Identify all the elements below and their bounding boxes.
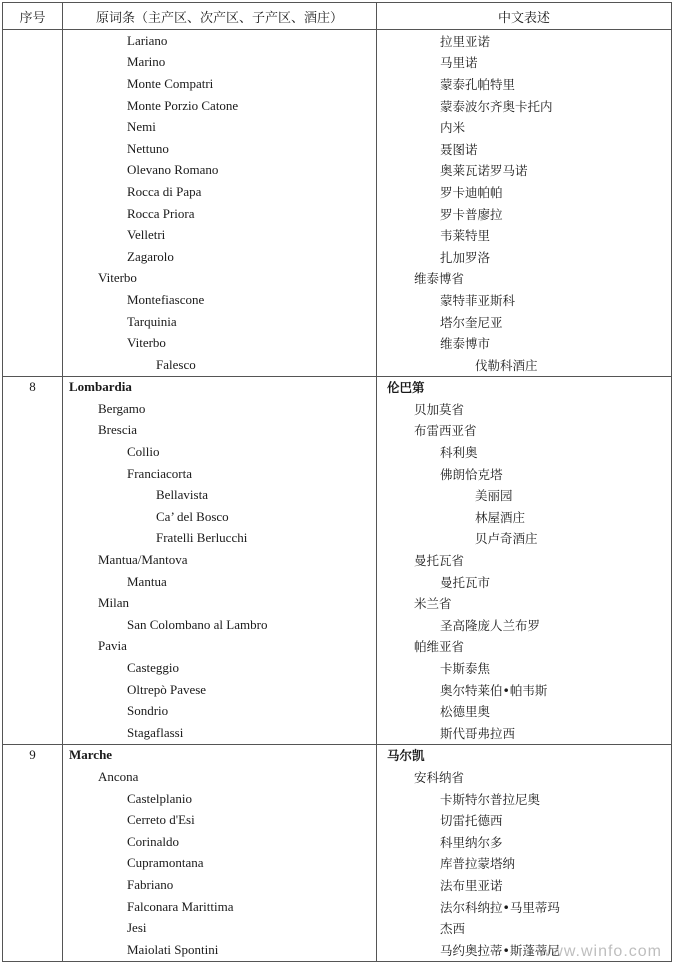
chinese-term: 圣高隆庞人兰布罗 bbox=[377, 614, 672, 636]
table-row bbox=[3, 73, 672, 95]
chinese-term: 马里诺 bbox=[377, 52, 672, 74]
table-row bbox=[3, 679, 672, 701]
chinese-term: 法尔科纳拉•马里蒂玛 bbox=[377, 896, 672, 918]
row-number bbox=[3, 722, 63, 744]
chinese-term: 斯代哥弗拉西 bbox=[377, 722, 672, 744]
table-row bbox=[3, 463, 672, 485]
chinese-term: 罗卡迪帕帕 bbox=[377, 181, 672, 203]
row-number bbox=[3, 30, 63, 52]
table-row bbox=[3, 528, 672, 550]
chinese-term: 帕维亚省 bbox=[377, 636, 672, 658]
row-number bbox=[3, 268, 63, 290]
original-term: Monte Porzio Catone bbox=[63, 95, 377, 117]
original-term: Oltrepò Pavese bbox=[63, 679, 377, 701]
chinese-term: 奥尔特莱伯•帕韦斯 bbox=[377, 679, 672, 701]
original-term: Lariano bbox=[63, 30, 377, 52]
original-term: Ancona bbox=[63, 766, 377, 788]
original-term: Marino bbox=[63, 52, 377, 74]
chinese-term: 维泰博市 bbox=[377, 332, 672, 354]
row-number bbox=[3, 463, 63, 485]
original-term: Tarquinia bbox=[63, 311, 377, 333]
chinese-term: 韦莱特里 bbox=[377, 224, 672, 246]
table-row bbox=[3, 160, 672, 182]
row-number bbox=[3, 398, 63, 420]
chinese-term: 拉里亚诺 bbox=[377, 30, 672, 52]
table-row bbox=[3, 52, 672, 74]
table-row bbox=[3, 722, 672, 744]
table-row bbox=[3, 398, 672, 420]
row-number bbox=[3, 657, 63, 679]
original-term: Sondrio bbox=[63, 700, 377, 722]
row-number: 8 bbox=[3, 376, 63, 398]
table-row bbox=[3, 420, 672, 442]
table-row bbox=[3, 181, 672, 203]
row-number bbox=[3, 700, 63, 722]
chinese-term: 林屋酒庄 bbox=[377, 506, 672, 528]
table-row bbox=[3, 549, 672, 571]
row-number bbox=[3, 52, 63, 74]
chinese-term: 库普拉蒙塔纳 bbox=[377, 853, 672, 875]
table-row bbox=[3, 332, 672, 354]
original-term: Falconara Marittima bbox=[63, 896, 377, 918]
original-term: Jesi bbox=[63, 917, 377, 939]
chinese-term: 科里纳尔多 bbox=[377, 831, 672, 853]
table-row bbox=[3, 874, 672, 896]
chinese-term: 马约奥拉蒂•斯蓬蒂尼 bbox=[377, 939, 672, 961]
original-term: Stagaflassi bbox=[63, 722, 377, 744]
row-number bbox=[3, 289, 63, 311]
table-row bbox=[3, 138, 672, 160]
chinese-term: 曼托瓦市 bbox=[377, 571, 672, 593]
table-row bbox=[3, 441, 672, 463]
original-term: Maiolati Spontini bbox=[63, 939, 377, 961]
original-term: Franciacorta bbox=[63, 463, 377, 485]
chinese-term: 佛朗恰克塔 bbox=[377, 463, 672, 485]
chinese-term: 法布里亚诺 bbox=[377, 874, 672, 896]
chinese-term: 卡斯特尔普拉尼奥 bbox=[377, 788, 672, 810]
header-chinese-term: 中文表述 bbox=[377, 3, 672, 30]
table-row bbox=[3, 592, 672, 614]
row-number bbox=[3, 181, 63, 203]
original-term: Rocca Priora bbox=[63, 203, 377, 225]
row-number bbox=[3, 636, 63, 658]
table-row bbox=[3, 636, 672, 658]
original-term: Castelplanio bbox=[63, 788, 377, 810]
original-term: Falesco bbox=[63, 354, 377, 376]
original-term: Milan bbox=[63, 592, 377, 614]
row-number bbox=[3, 332, 63, 354]
original-term: Viterbo bbox=[63, 268, 377, 290]
chinese-term: 米兰省 bbox=[377, 592, 672, 614]
original-term: Mantua bbox=[63, 571, 377, 593]
row-number bbox=[3, 917, 63, 939]
chinese-term: 曼托瓦省 bbox=[377, 549, 672, 571]
original-term: Fabriano bbox=[63, 874, 377, 896]
chinese-term: 杰西 bbox=[377, 917, 672, 939]
row-number bbox=[3, 809, 63, 831]
table-body bbox=[3, 30, 672, 962]
table-row bbox=[3, 614, 672, 636]
row-number bbox=[3, 853, 63, 875]
row-number bbox=[3, 138, 63, 160]
header-original-term: 原词条（主产区、次产区、子产区、酒庄） bbox=[63, 3, 377, 30]
table-row bbox=[3, 571, 672, 593]
table-row bbox=[3, 809, 672, 831]
row-number bbox=[3, 224, 63, 246]
row-number bbox=[3, 160, 63, 182]
table-row bbox=[3, 506, 672, 528]
original-term: Rocca di Papa bbox=[63, 181, 377, 203]
original-term: Casteggio bbox=[63, 657, 377, 679]
table-row bbox=[3, 246, 672, 268]
row-number bbox=[3, 896, 63, 918]
table-header-row bbox=[3, 3, 672, 30]
table-row bbox=[3, 484, 672, 506]
table-row bbox=[3, 224, 672, 246]
original-term: Monte Compatri bbox=[63, 73, 377, 95]
row-number bbox=[3, 592, 63, 614]
row-number bbox=[3, 116, 63, 138]
chinese-term: 罗卡普廖拉 bbox=[377, 203, 672, 225]
original-term: Lombardia bbox=[63, 376, 377, 398]
chinese-term: 美丽园 bbox=[377, 484, 672, 506]
row-number bbox=[3, 831, 63, 853]
row-number bbox=[3, 506, 63, 528]
original-term: Bergamo bbox=[63, 398, 377, 420]
row-number bbox=[3, 484, 63, 506]
table-row bbox=[3, 376, 672, 398]
row-number bbox=[3, 311, 63, 333]
chinese-term: 切雷托德西 bbox=[377, 809, 672, 831]
original-term: Cupramontana bbox=[63, 853, 377, 875]
table-row bbox=[3, 700, 672, 722]
row-number bbox=[3, 441, 63, 463]
original-term: Brescia bbox=[63, 420, 377, 442]
original-term: Cerreto d'Esi bbox=[63, 809, 377, 831]
table-row bbox=[3, 30, 672, 52]
row-number bbox=[3, 939, 63, 961]
row-number bbox=[3, 420, 63, 442]
chinese-term: 贝加莫省 bbox=[377, 398, 672, 420]
chinese-term: 马尔凯 bbox=[377, 744, 672, 766]
original-term: Nettuno bbox=[63, 138, 377, 160]
chinese-term: 扎加罗洛 bbox=[377, 246, 672, 268]
original-term: Ca’ del Bosco bbox=[63, 506, 377, 528]
row-number bbox=[3, 766, 63, 788]
row-number bbox=[3, 354, 63, 376]
original-term: Nemi bbox=[63, 116, 377, 138]
original-term: Mantua/Mantova bbox=[63, 549, 377, 571]
table-row bbox=[3, 831, 672, 853]
table-row bbox=[3, 766, 672, 788]
chinese-term: 科利奥 bbox=[377, 441, 672, 463]
chinese-term: 布雷西亚省 bbox=[377, 420, 672, 442]
row-number: 9 bbox=[3, 744, 63, 766]
original-term: Zagarolo bbox=[63, 246, 377, 268]
table-row bbox=[3, 744, 672, 766]
original-term: Corinaldo bbox=[63, 831, 377, 853]
original-term: Viterbo bbox=[63, 332, 377, 354]
original-term: Velletri bbox=[63, 224, 377, 246]
row-number bbox=[3, 73, 63, 95]
table-row bbox=[3, 354, 672, 376]
chinese-term: 伐勒科酒庄 bbox=[377, 354, 672, 376]
original-term: Pavia bbox=[63, 636, 377, 658]
original-term: Olevano Romano bbox=[63, 160, 377, 182]
wine-region-table bbox=[2, 2, 672, 962]
table-row bbox=[3, 289, 672, 311]
chinese-term: 维泰博省 bbox=[377, 268, 672, 290]
row-number bbox=[3, 788, 63, 810]
chinese-term: 伦巴第 bbox=[377, 376, 672, 398]
original-term: Collio bbox=[63, 441, 377, 463]
chinese-term: 安科纳省 bbox=[377, 766, 672, 788]
watermark-text: www.winfo.com bbox=[538, 943, 662, 960]
table-row bbox=[3, 116, 672, 138]
chinese-term: 蒙泰波尔齐奥卡托内 bbox=[377, 95, 672, 117]
row-number bbox=[3, 246, 63, 268]
chinese-term: 奥莱瓦诺罗马诺 bbox=[377, 160, 672, 182]
chinese-term: 松德里奥 bbox=[377, 700, 672, 722]
table-row bbox=[3, 657, 672, 679]
header-number: 序号 bbox=[3, 3, 63, 30]
chinese-term: 蒙特菲亚斯科 bbox=[377, 289, 672, 311]
original-term: Bellavista bbox=[63, 484, 377, 506]
table-row bbox=[3, 788, 672, 810]
chinese-term: 聂图诺 bbox=[377, 138, 672, 160]
table-row bbox=[3, 853, 672, 875]
table-row bbox=[3, 95, 672, 117]
row-number bbox=[3, 95, 63, 117]
original-term: Montefiascone bbox=[63, 289, 377, 311]
row-number bbox=[3, 571, 63, 593]
chinese-term: 塔尔奎尼亚 bbox=[377, 311, 672, 333]
table-row bbox=[3, 268, 672, 290]
chinese-term: 卡斯泰焦 bbox=[377, 657, 672, 679]
row-number bbox=[3, 874, 63, 896]
original-term: San Colombano al Lambro bbox=[63, 614, 377, 636]
row-number bbox=[3, 614, 63, 636]
watermark-logo bbox=[512, 901, 662, 961]
row-number bbox=[3, 679, 63, 701]
original-term: Marche bbox=[63, 744, 377, 766]
original-term: Fratelli Berlucchi bbox=[63, 528, 377, 550]
table-row bbox=[3, 203, 672, 225]
row-number bbox=[3, 549, 63, 571]
row-number bbox=[3, 203, 63, 225]
chinese-term: 贝卢奇酒庄 bbox=[377, 528, 672, 550]
chinese-term: 蒙泰孔帕特里 bbox=[377, 73, 672, 95]
table-row bbox=[3, 311, 672, 333]
chinese-term: 内米 bbox=[377, 116, 672, 138]
row-number bbox=[3, 528, 63, 550]
